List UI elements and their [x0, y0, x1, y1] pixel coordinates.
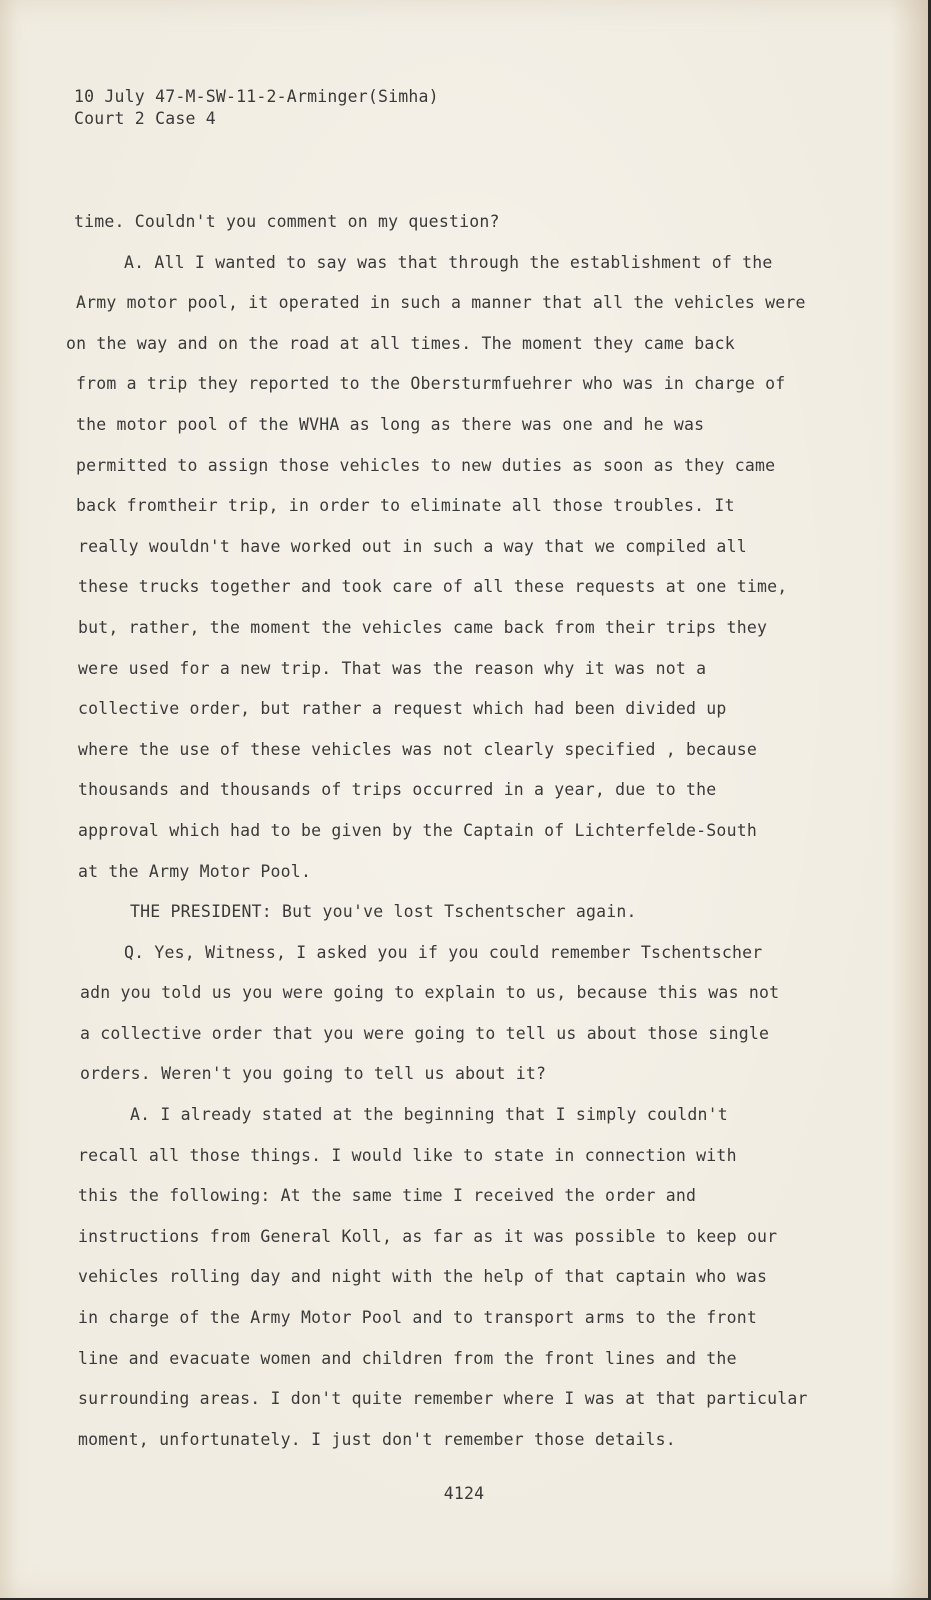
transcript-line: surrounding areas. I don't quite remember where I was at that particular [78, 1389, 808, 1409]
transcript-line: instructions from General Koll, as far as it was possible to keep our [78, 1226, 778, 1246]
transcript-line: permitted to assign those vehicles to new duties as soon as they came [76, 455, 776, 475]
transcript-line: back fromtheir trip, in order to eliminate all those troubles. It [76, 496, 735, 516]
transcript-line: the motor pool of the WVHA as long as there was one and he was [76, 414, 705, 434]
transcript-line: on the way and on the road at all times. The moment they came back [66, 333, 735, 353]
document-header [74, 86, 439, 130]
transcript-line: at the Army Motor Pool. [78, 861, 312, 881]
transcript-line: recall all those things. I would like to state in connection with [78, 1145, 737, 1165]
transcript-line: thousands and thousands of trips occurred in a year, due to the [78, 780, 717, 800]
transcript-line: but, rather, the moment the vehicles came back from their trips they [78, 617, 768, 637]
transcript-line: time. Couldn't you comment on my question? [74, 212, 500, 231]
transcript-line: really wouldn't have worked out in such a way that we compiled all [78, 536, 747, 556]
transcript-line: moment, unfortunately. I just don't remember those details. [78, 1429, 676, 1449]
header-court-case: Court 2 Case 4 [74, 109, 216, 128]
transcript-line: these trucks together and took care of all these requests at one time, [78, 577, 788, 597]
transcript-line: from a trip they reported to the Obersturmfuehrer who was in charge of [76, 374, 786, 394]
transcript-line: a collective order that you were going to tell us about those single [80, 1023, 770, 1043]
transcript-line: Army motor pool, it operated in such a manner that all the vehicles were [76, 293, 806, 313]
header-date-line: 10 July 47-M-SW-11-2-Arminger(Simha) [74, 87, 439, 106]
transcript-body [66, 202, 866, 1460]
transcript-line: line and evacuate women and children from the front lines and the [78, 1348, 737, 1368]
transcript-line: Q. Yes, Witness, I asked you if you could remember Tschentscher [124, 942, 763, 962]
transcript-line: where the use of these vehicles was not clearly specified , because [78, 739, 757, 759]
transcript-line: in charge of the Army Motor Pool and to transport arms to the front [78, 1308, 757, 1328]
transcript-line: approval which had to be given by the Captain of Lichterfelde-South [78, 820, 757, 840]
transcript-line: vehicles rolling day and night with the help of that captain who was [78, 1267, 768, 1287]
transcript-line: A. All I wanted to say was that through the establishment of the [124, 252, 773, 272]
transcript-line: collective order, but rather a request which had been divided up [78, 699, 727, 719]
transcript-line: this the following: At the same time I received the order and [78, 1186, 697, 1206]
transcript-line: were used for a new trip. That was the reason why it was not a [78, 658, 707, 678]
page-number: 4124 [443, 1484, 485, 1503]
transcript-line: adn you told us you were going to explain to us, because this was not [80, 983, 780, 1003]
transcript-line: orders. Weren't you going to tell us about it? [80, 1064, 547, 1084]
transcript-line: THE PRESIDENT: But you've lost Tschentscher again. [130, 902, 637, 922]
transcript-line: A. I already stated at the beginning that I simply couldn't [130, 1105, 728, 1125]
